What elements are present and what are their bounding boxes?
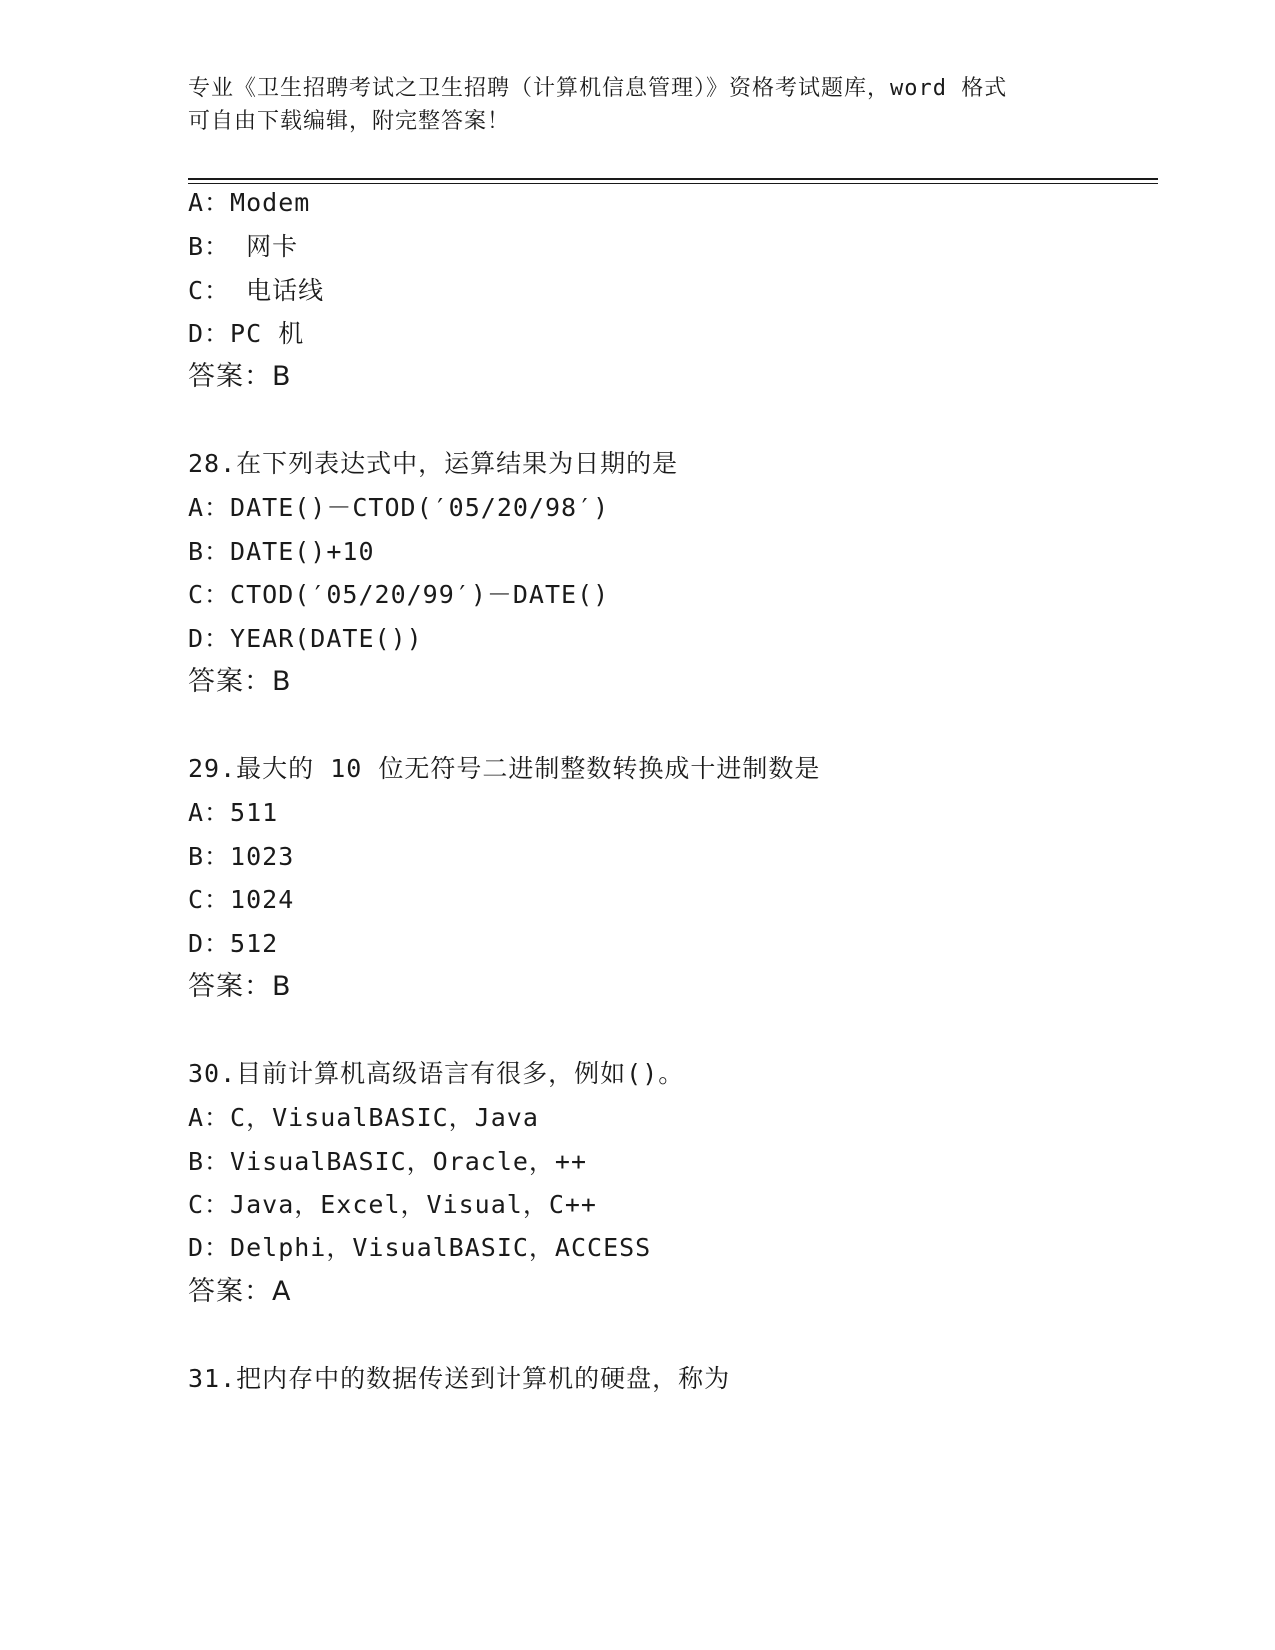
q30-option-d: D：Delphi，VisualBASIC，ACCESS [188,1233,652,1262]
q30-answer: 答案：A [188,1276,292,1307]
q29-answer: 答案：B [188,971,292,1002]
q27-option-a: A：Modem [188,188,311,217]
q30-option-a: A：C，VisualBASIC，Java [188,1103,539,1132]
q27-option-d: D：PC 机 [188,319,305,348]
q28-option-a: A：DATE()－CTOD(′05/20/98′) [188,493,610,522]
q30-option-b: B：VisualBASIC，Oracle，++ [188,1147,588,1176]
header-line-2: 可自由下载编辑，附完整答案！ [188,109,511,134]
q30-option-c: C：Java，Excel，Visual，C++ [188,1190,597,1219]
header-line-1: 专业《卫生招聘考试之卫生招聘（计算机信息管理）》资格考试题库，word 格式 [188,76,1008,101]
q29-question: 29.最大的 10 位无符号二进制整数转换成十进制数是 [188,754,821,783]
document-header [188,72,1088,138]
q28-option-c: C：CTOD(′05/20/99′)－DATE() [188,580,610,609]
q29-option-a: A：511 [188,798,279,827]
q28-answer: 答案：B [188,666,292,697]
header-divider-thin [188,183,1158,184]
q28-question: 28.在下列表达式中，运算结果为日期的是 [188,449,679,478]
q27-answer: 答案：B [188,361,292,392]
q30-question: 30.目前计算机高级语言有很多，例如()。 [188,1059,685,1088]
q27-option-c: C： 电话线 [188,276,325,305]
q29-option-d: D：512 [188,929,279,958]
q29-option-c: C：1024 [188,885,295,914]
q31-question: 31.把内存中的数据传送到计算机的硬盘，称为 [188,1364,731,1393]
q28-option-d: D：YEAR(DATE()) [188,624,423,653]
q27-option-b: B： 网卡 [188,232,299,261]
q28-option-b: B：DATE()+10 [188,537,375,566]
q29-option-b: B：1023 [188,842,295,871]
header-divider-thick [188,178,1158,180]
